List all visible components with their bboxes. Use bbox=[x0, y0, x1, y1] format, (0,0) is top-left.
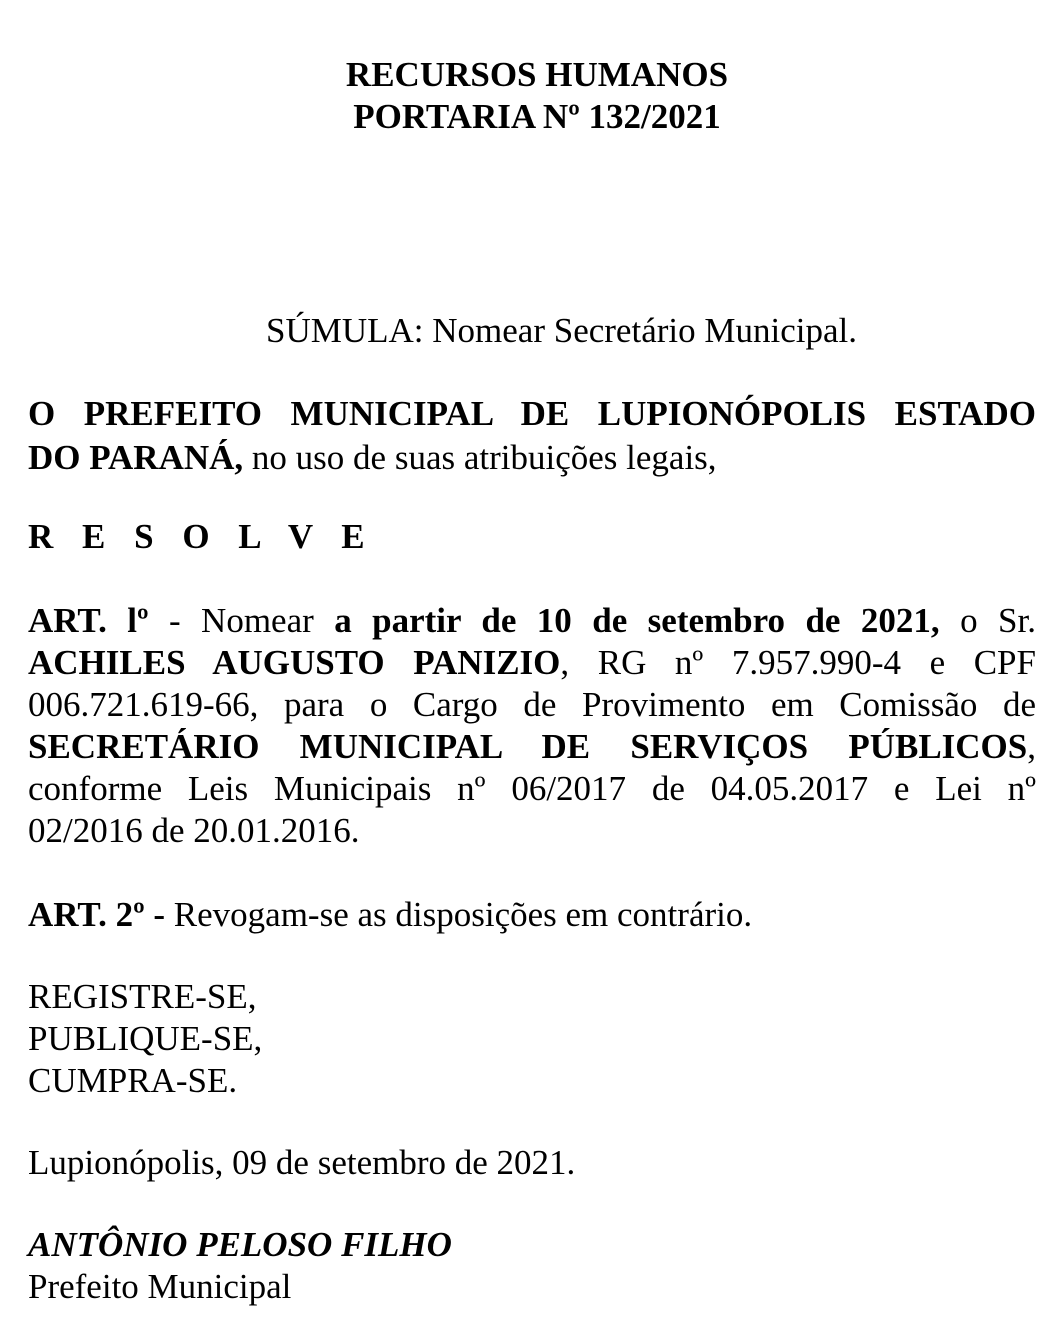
signature-block bbox=[28, 1224, 452, 1308]
closing-formula bbox=[28, 976, 262, 1102]
summary-line: SÚMULA: Nomear Secretário Municipal. bbox=[266, 311, 857, 350]
preamble-authority-line2: DO PARANÁ, bbox=[28, 438, 244, 477]
closing-publish: PUBLIQUE-SE, bbox=[28, 1019, 263, 1058]
header-department: RECURSOS HUMANOS bbox=[345, 55, 729, 94]
article-1-line-4 bbox=[28, 726, 1036, 768]
article-1-text: , RG nº 7.957.990-4 e CPF bbox=[560, 643, 1036, 682]
article-1-line-3: 006.721.619-66, para o Cargo de Provimento em Comissão de bbox=[28, 685, 1036, 724]
article-2-text: Revogam-se as disposições em contrário. bbox=[165, 895, 753, 934]
document-header bbox=[28, 54, 1036, 138]
article-1-text: - Nomear bbox=[148, 601, 335, 640]
article-1-line-6: 02/2016 de 20.01.2016. bbox=[28, 811, 360, 850]
resolve-heading: R E S O L V E bbox=[28, 517, 375, 556]
article-1 bbox=[28, 600, 1036, 852]
document-date: Lupionópolis, 09 de setembro de 2021. bbox=[28, 1143, 576, 1182]
article-1-line-2 bbox=[28, 642, 1036, 684]
preamble-paragraph bbox=[28, 392, 1036, 480]
article-2-label: ART. 2º - bbox=[28, 895, 166, 934]
article-2 bbox=[28, 894, 752, 936]
article-1-line-1 bbox=[28, 600, 1036, 642]
article-1-text: , bbox=[1027, 727, 1036, 766]
article-1-line-5: conforme Leis Municipais nº 06/2017 de 04.05.2017 e Lei nº bbox=[28, 769, 1036, 808]
preamble-authority-line1: O PREFEITO MUNICIPAL DE LUPIONÓPOLIS ESTADO bbox=[28, 394, 1036, 433]
article-1-text: o Sr. bbox=[939, 601, 1036, 640]
preamble-text: no uso de suas atribuições legais, bbox=[243, 438, 717, 477]
signatory-name: ANTÔNIO PELOSO FILHO bbox=[28, 1225, 452, 1264]
closing-comply: CUMPRA-SE. bbox=[28, 1061, 238, 1100]
article-1-effective-date: a partir de 10 de setembro de 2021, bbox=[334, 601, 940, 640]
signatory-role: Prefeito Municipal bbox=[28, 1267, 292, 1306]
office-title: SECRETÁRIO MUNICIPAL DE SERVIÇOS PÚBLICOS bbox=[28, 727, 1028, 766]
header-ordinance-number: PORTARIA Nº 132/2021 bbox=[353, 97, 721, 136]
article-1-label: ART. lº bbox=[28, 601, 149, 640]
appointee-name: ACHILES AUGUSTO PANIZIO bbox=[28, 643, 561, 682]
closing-register: REGISTRE-SE, bbox=[28, 977, 257, 1016]
